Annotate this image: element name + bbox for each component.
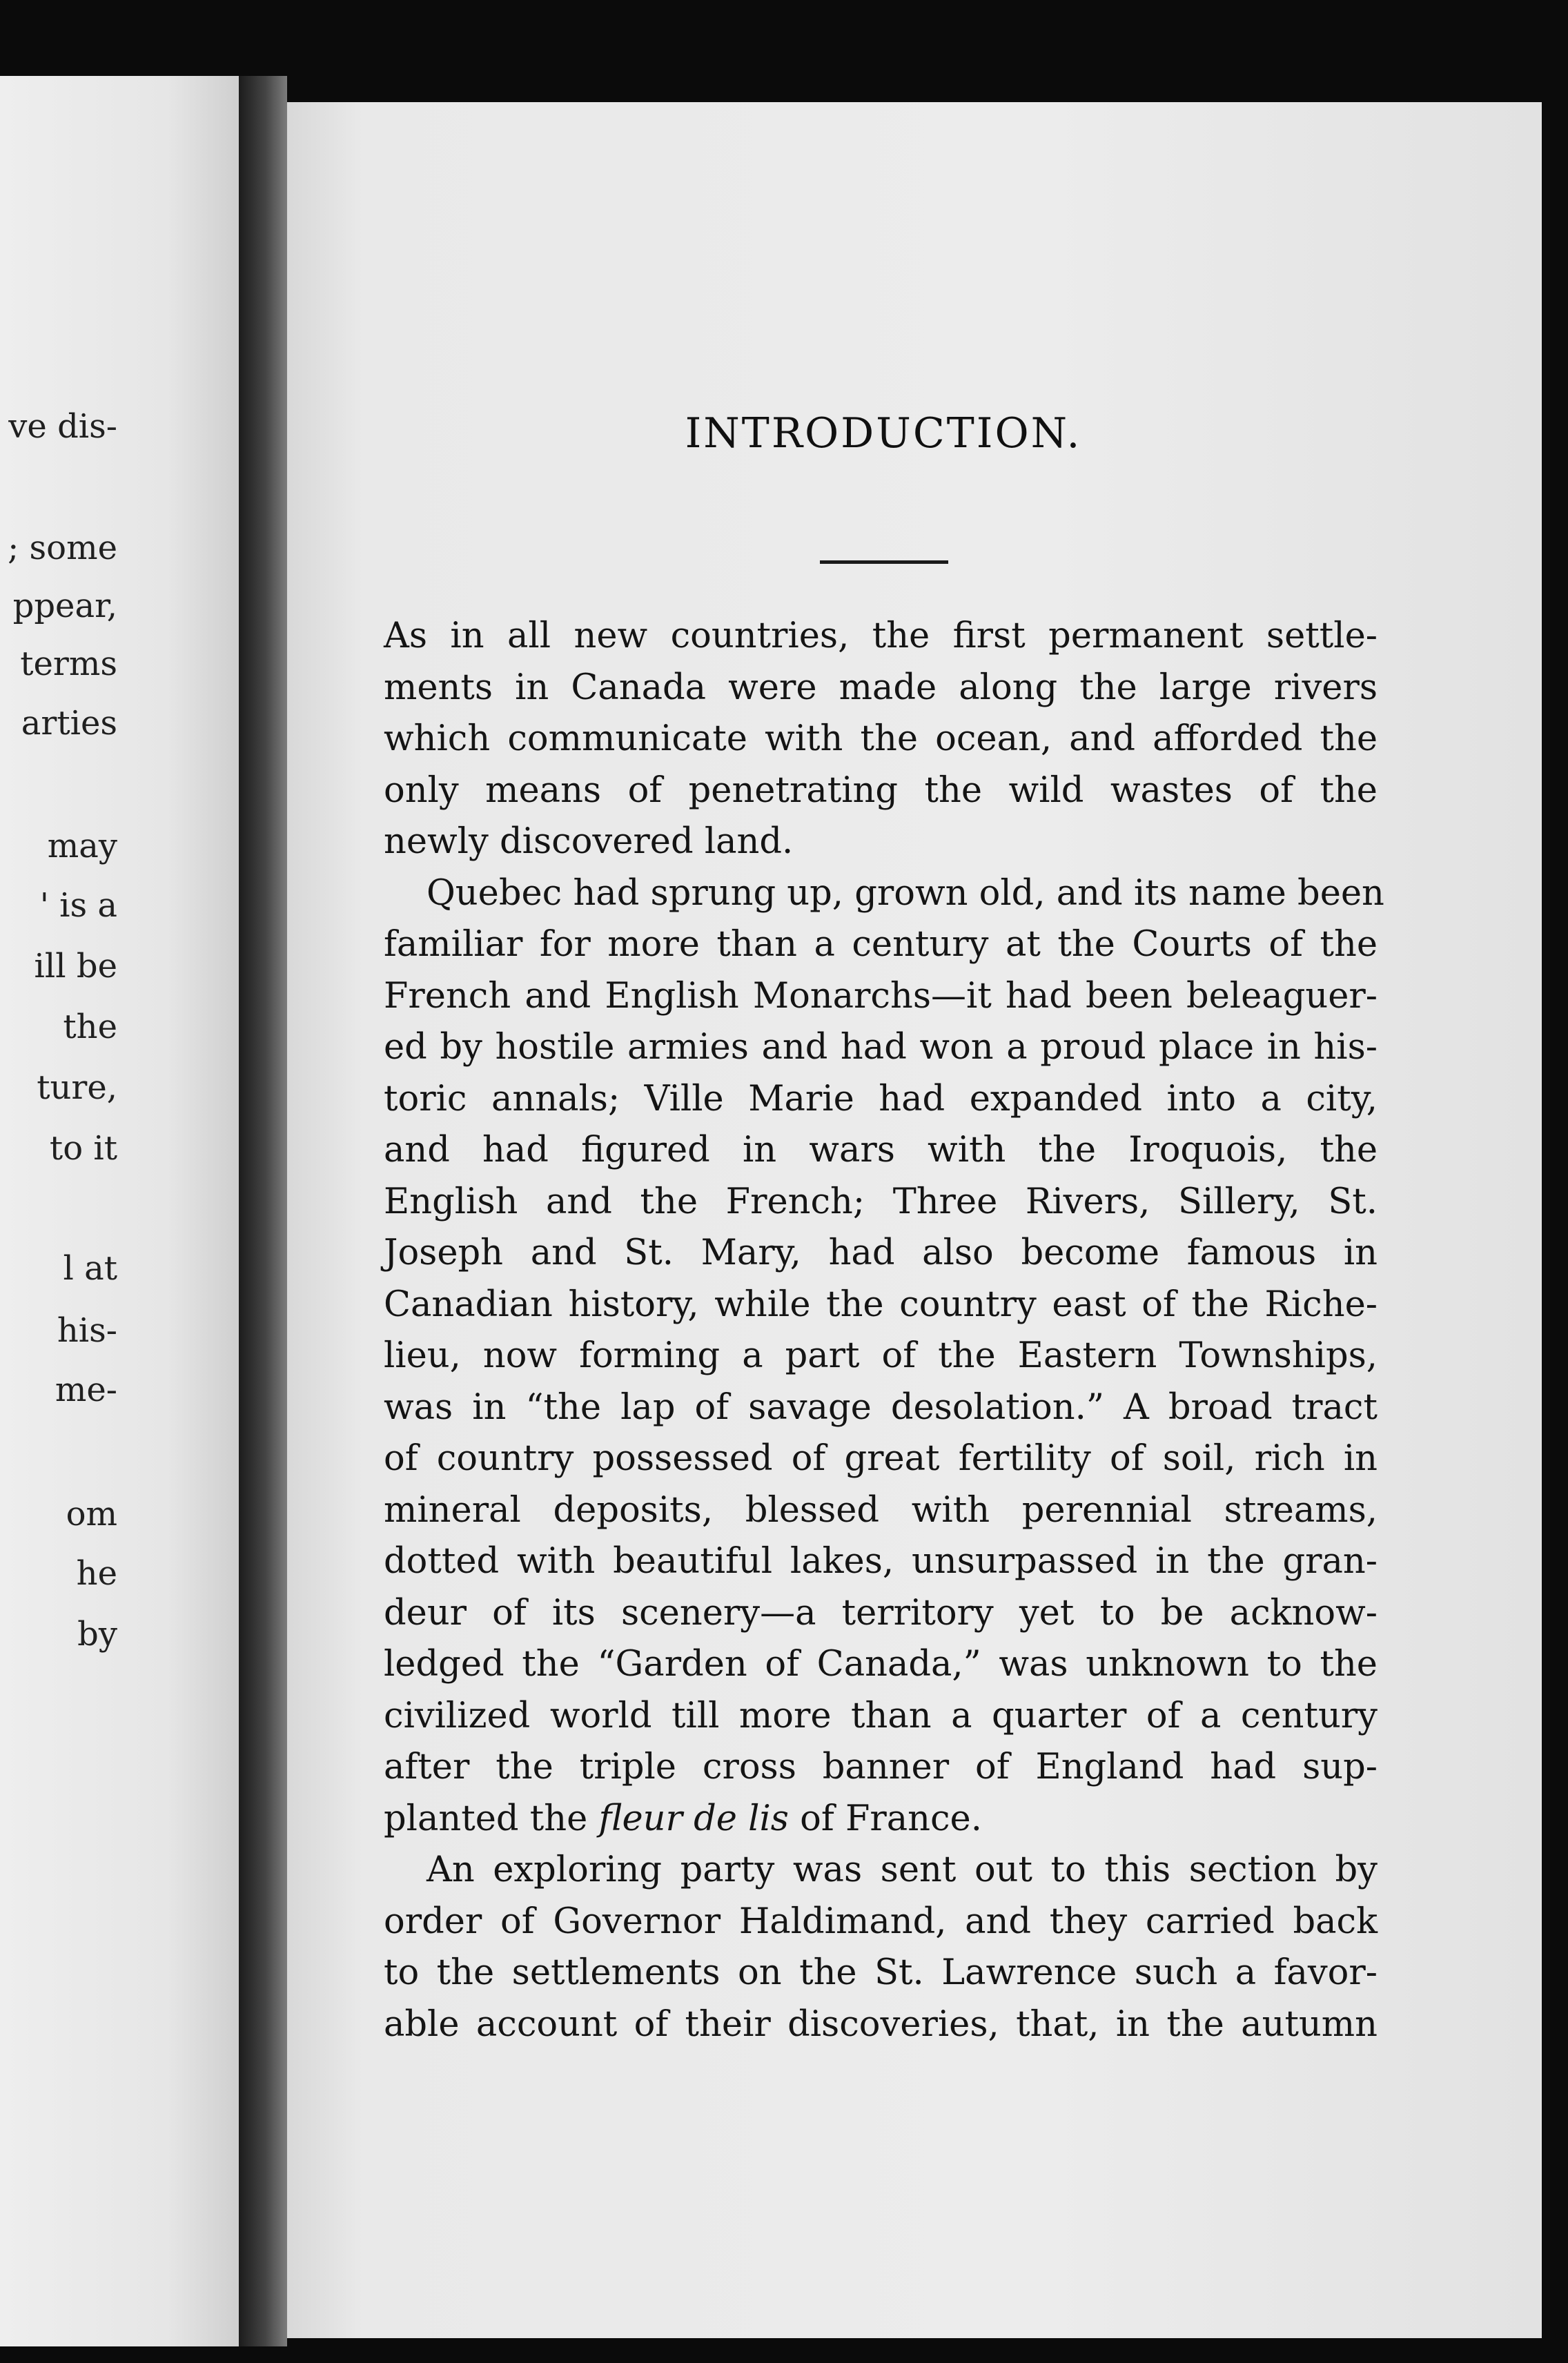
body-text: [384, 611, 1384, 2050]
left-fragment: ppear,: [12, 587, 117, 625]
closing-text-before: planted the: [384, 1798, 599, 1839]
page-title: INTRODUCTION.: [685, 409, 1082, 458]
italic-phrase: fleur de lis: [598, 1798, 789, 1839]
left-fragment: terms: [20, 645, 117, 683]
closing-text-after: of France.: [788, 1798, 982, 1839]
left-fragment: ture,: [37, 1068, 117, 1107]
title-rule: [820, 560, 948, 564]
text-line: toric annals; Ville Marie had expanded into a city,: [384, 1078, 1378, 1119]
text-line: ments in Canada were made along the large rivers: [384, 667, 1378, 708]
text-line: was in “the lap of savage desolation.” A broad tract: [384, 1386, 1378, 1428]
text-line: order of Governor Haldimand, and they carried back: [384, 1901, 1378, 1942]
text-line: Quebec had sprung up, grown old, and its name been: [427, 872, 1384, 914]
book-gutter: [239, 76, 287, 2346]
text-line: dotted with beautiful lakes, unsurpassed in the gran-: [384, 1541, 1378, 1582]
text-line: Joseph and St. Mary, had also become famous in: [384, 1233, 1378, 1273]
text-line: ed by hostile armies and had won a proud place in his-: [384, 1027, 1378, 1068]
left-fragment: to it: [49, 1129, 117, 1168]
text-line: mineral deposits, blessed with perennial streams,: [384, 1489, 1378, 1531]
left-fragment: the: [63, 1008, 117, 1046]
left-fragment: om: [66, 1495, 117, 1533]
left-fragment: ve dis-: [8, 407, 117, 446]
text-line: of country possessed of great fertility of soil, rich in: [384, 1438, 1378, 1479]
text-line: which communicate with the ocean, and afforded the: [384, 718, 1378, 759]
text-line: familiar for more than a century at the Courts of the: [384, 924, 1378, 965]
text-line-closing: [384, 1794, 1378, 1845]
text-line: ledged the “Garden of Canada,” was unknown to the: [384, 1644, 1378, 1685]
left-fragment: his-: [57, 1311, 117, 1350]
text-line: only means of penetrating the wild wastes of the: [384, 769, 1378, 811]
text-line: civilized world till more than a quarter of a century: [384, 1695, 1378, 1736]
left-fragment: l at: [63, 1249, 117, 1288]
left-fragment: by: [77, 1615, 117, 1654]
left-fragment: me-: [55, 1371, 117, 1409]
text-line: An exploring party was sent out to this section by: [427, 1850, 1378, 1890]
left-fragment: he: [76, 1554, 117, 1593]
text-line: deur of its scenery—a territory yet to be acknow-: [384, 1592, 1378, 1634]
left-fragment: arties: [21, 704, 117, 743]
text-line: to the settlements on the St. Lawrence such a favor-: [384, 1952, 1378, 1993]
text-line: Canadian history, while the country east of the Riche-: [384, 1284, 1378, 1325]
text-line: and had figured in wars with the Iroquois, the: [384, 1130, 1378, 1170]
left-fragment: ' is a: [39, 886, 117, 925]
text-line: able account of their discoveries, that, in the autumn: [384, 2003, 1378, 2045]
text-line: newly discovered land.: [384, 821, 794, 862]
text-line: English and the French; Three Rivers, Sillery, St.: [384, 1181, 1378, 1222]
left-fragment: ; some: [8, 529, 117, 567]
text-line: As in all new countries, the first permanent settle-: [384, 616, 1378, 656]
left-fragment: ill be: [34, 947, 117, 986]
left-page: [0, 76, 239, 2346]
left-fragment: may: [47, 827, 117, 865]
text-line: after the triple cross banner of England had sup-: [384, 1747, 1378, 1787]
text-line: French and English Monarchs—it had been beleaguer-: [384, 975, 1378, 1017]
text-line: lieu, now forming a part of the Eastern Townships,: [384, 1335, 1378, 1376]
